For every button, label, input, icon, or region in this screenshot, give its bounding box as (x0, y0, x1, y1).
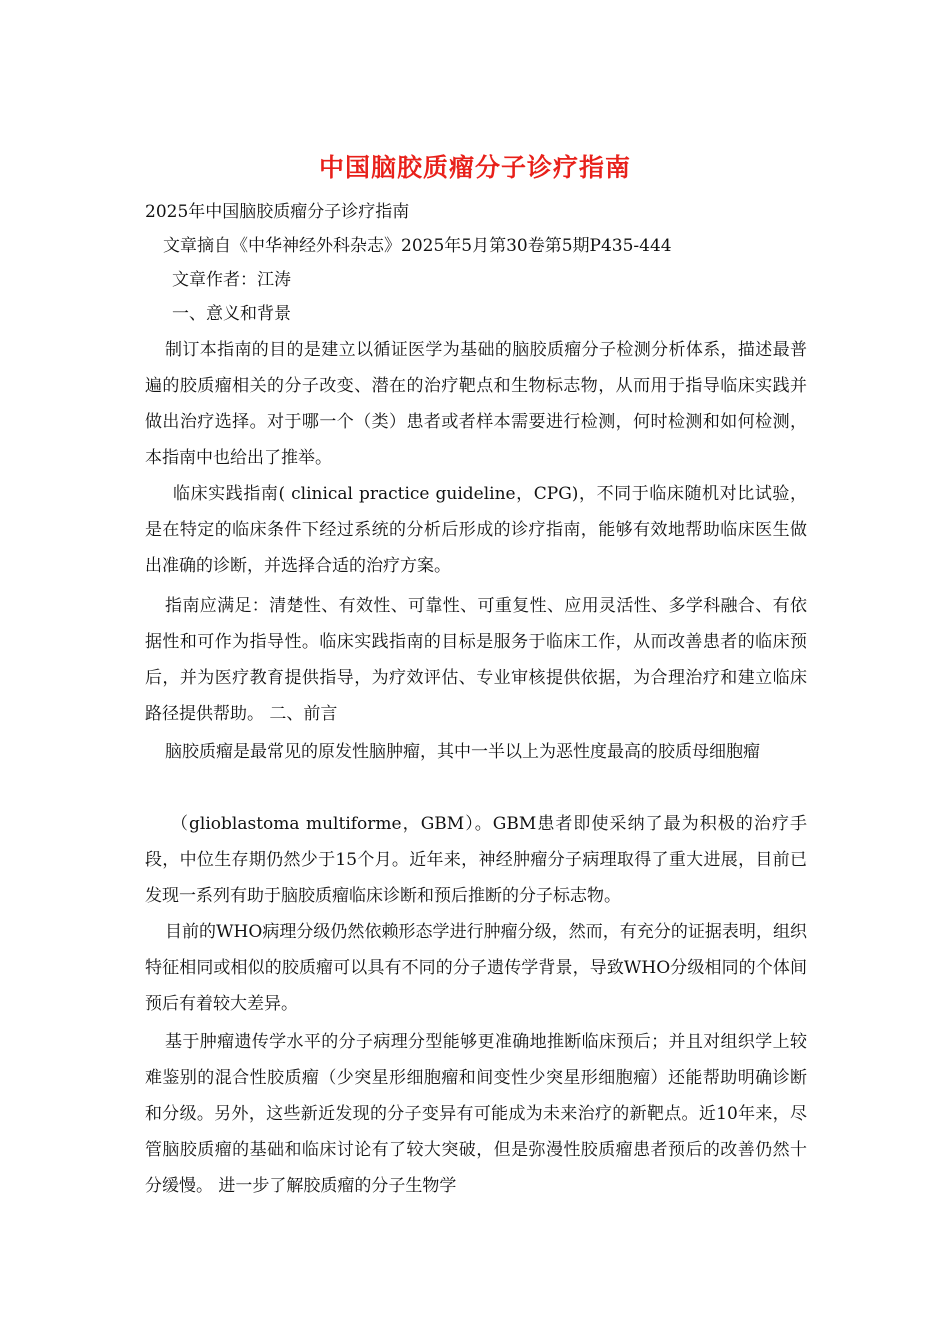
paragraph: 制订本指南的目的是建立以循证医学为基础的脑胶质瘤分子检测分析体系，描述最普遍的胶质瘤相关的分子改变、潜在的治疗靶点和生物标志物，从而用于指导临床实践并做出治疗选择。对于哪一个（类）患者或者样本需要进行检测，何时检测和如何检测，本指南中也给出了推举。 (145, 340, 807, 468)
paragraph: 指南应满足：清楚性、有效性、可靠性、可重复性、应用灵活性、多学科融合、有依据性和可作为指导性。临床实践指南的目标是服务于临床工作，从而改善患者的临床预后，并为医疗教育提供指导，为疗效评估、专业审核提供依据，为合理治疗和建立临床路径提供帮助。 二、前言 (145, 596, 807, 724)
paragraph: 脑胶质瘤是最常见的原发性脑肿瘤，其中一半以上为恶性度最高的胶质母细胞瘤 (165, 742, 760, 762)
paragraph: 目前的WHO病理分级仍然依赖形态学进行肿瘤分级，然而，有充分的证据表明，组织特征相同或相似的胶质瘤可以具有不同的分子遗传学背景，导致WHO分级相同的个体间预后有着较大差异。 (145, 922, 807, 1014)
paragraph: （glioblastoma multiforme，GBM）。GBM患者即使采纳了最为积极的治疗手段，中位生存期仍然少于15个月。近年来，神经肿瘤分子病理取得了重大进展，目前已发现一系列有助于脑胶质瘤临床诊断和预后推断的分子标志物。 (145, 814, 807, 906)
section-heading: 一、意义和背景 (172, 304, 291, 324)
document-title: 中国脑胶质瘤分子诊疗指南 (318, 153, 631, 182)
document-subtitle: 2025年中国脑胶质瘤分子诊疗指南 (145, 202, 410, 222)
paragraph: 基于肿瘤遗传学水平的分子病理分型能够更准确地推断临床预后；并且对组织学上较难鉴别的混合性胶质瘤（少突星形细胞瘤和间变性少突星形细胞瘤）还能帮助明确诊断和分级。另外，这些新近发现的分子变异有可能成为未来治疗的新靶点。近10年来，尽管脑胶质瘤的基础和临床讨论有了较大突破，但是弥漫性胶质瘤患者预后的改善仍然十分缓慢。 进一步了解胶质瘤的分子生物学 (145, 1032, 807, 1196)
paragraph: 临床实践指南( clinical practice guideline，CPG)，不同于临床随机对比试验，是在特定的临床条件下经过系统的分析后形成的诊疗指南，能够有效地帮助临床医生做出准确的诊断，并选择合适的治疗方案。 (145, 484, 807, 576)
source-line: 文章摘自《中华神经外科杂志》2025年5月第30卷第5期P435-444 (163, 236, 672, 256)
author-line: 文章作者：江涛 (172, 270, 291, 290)
